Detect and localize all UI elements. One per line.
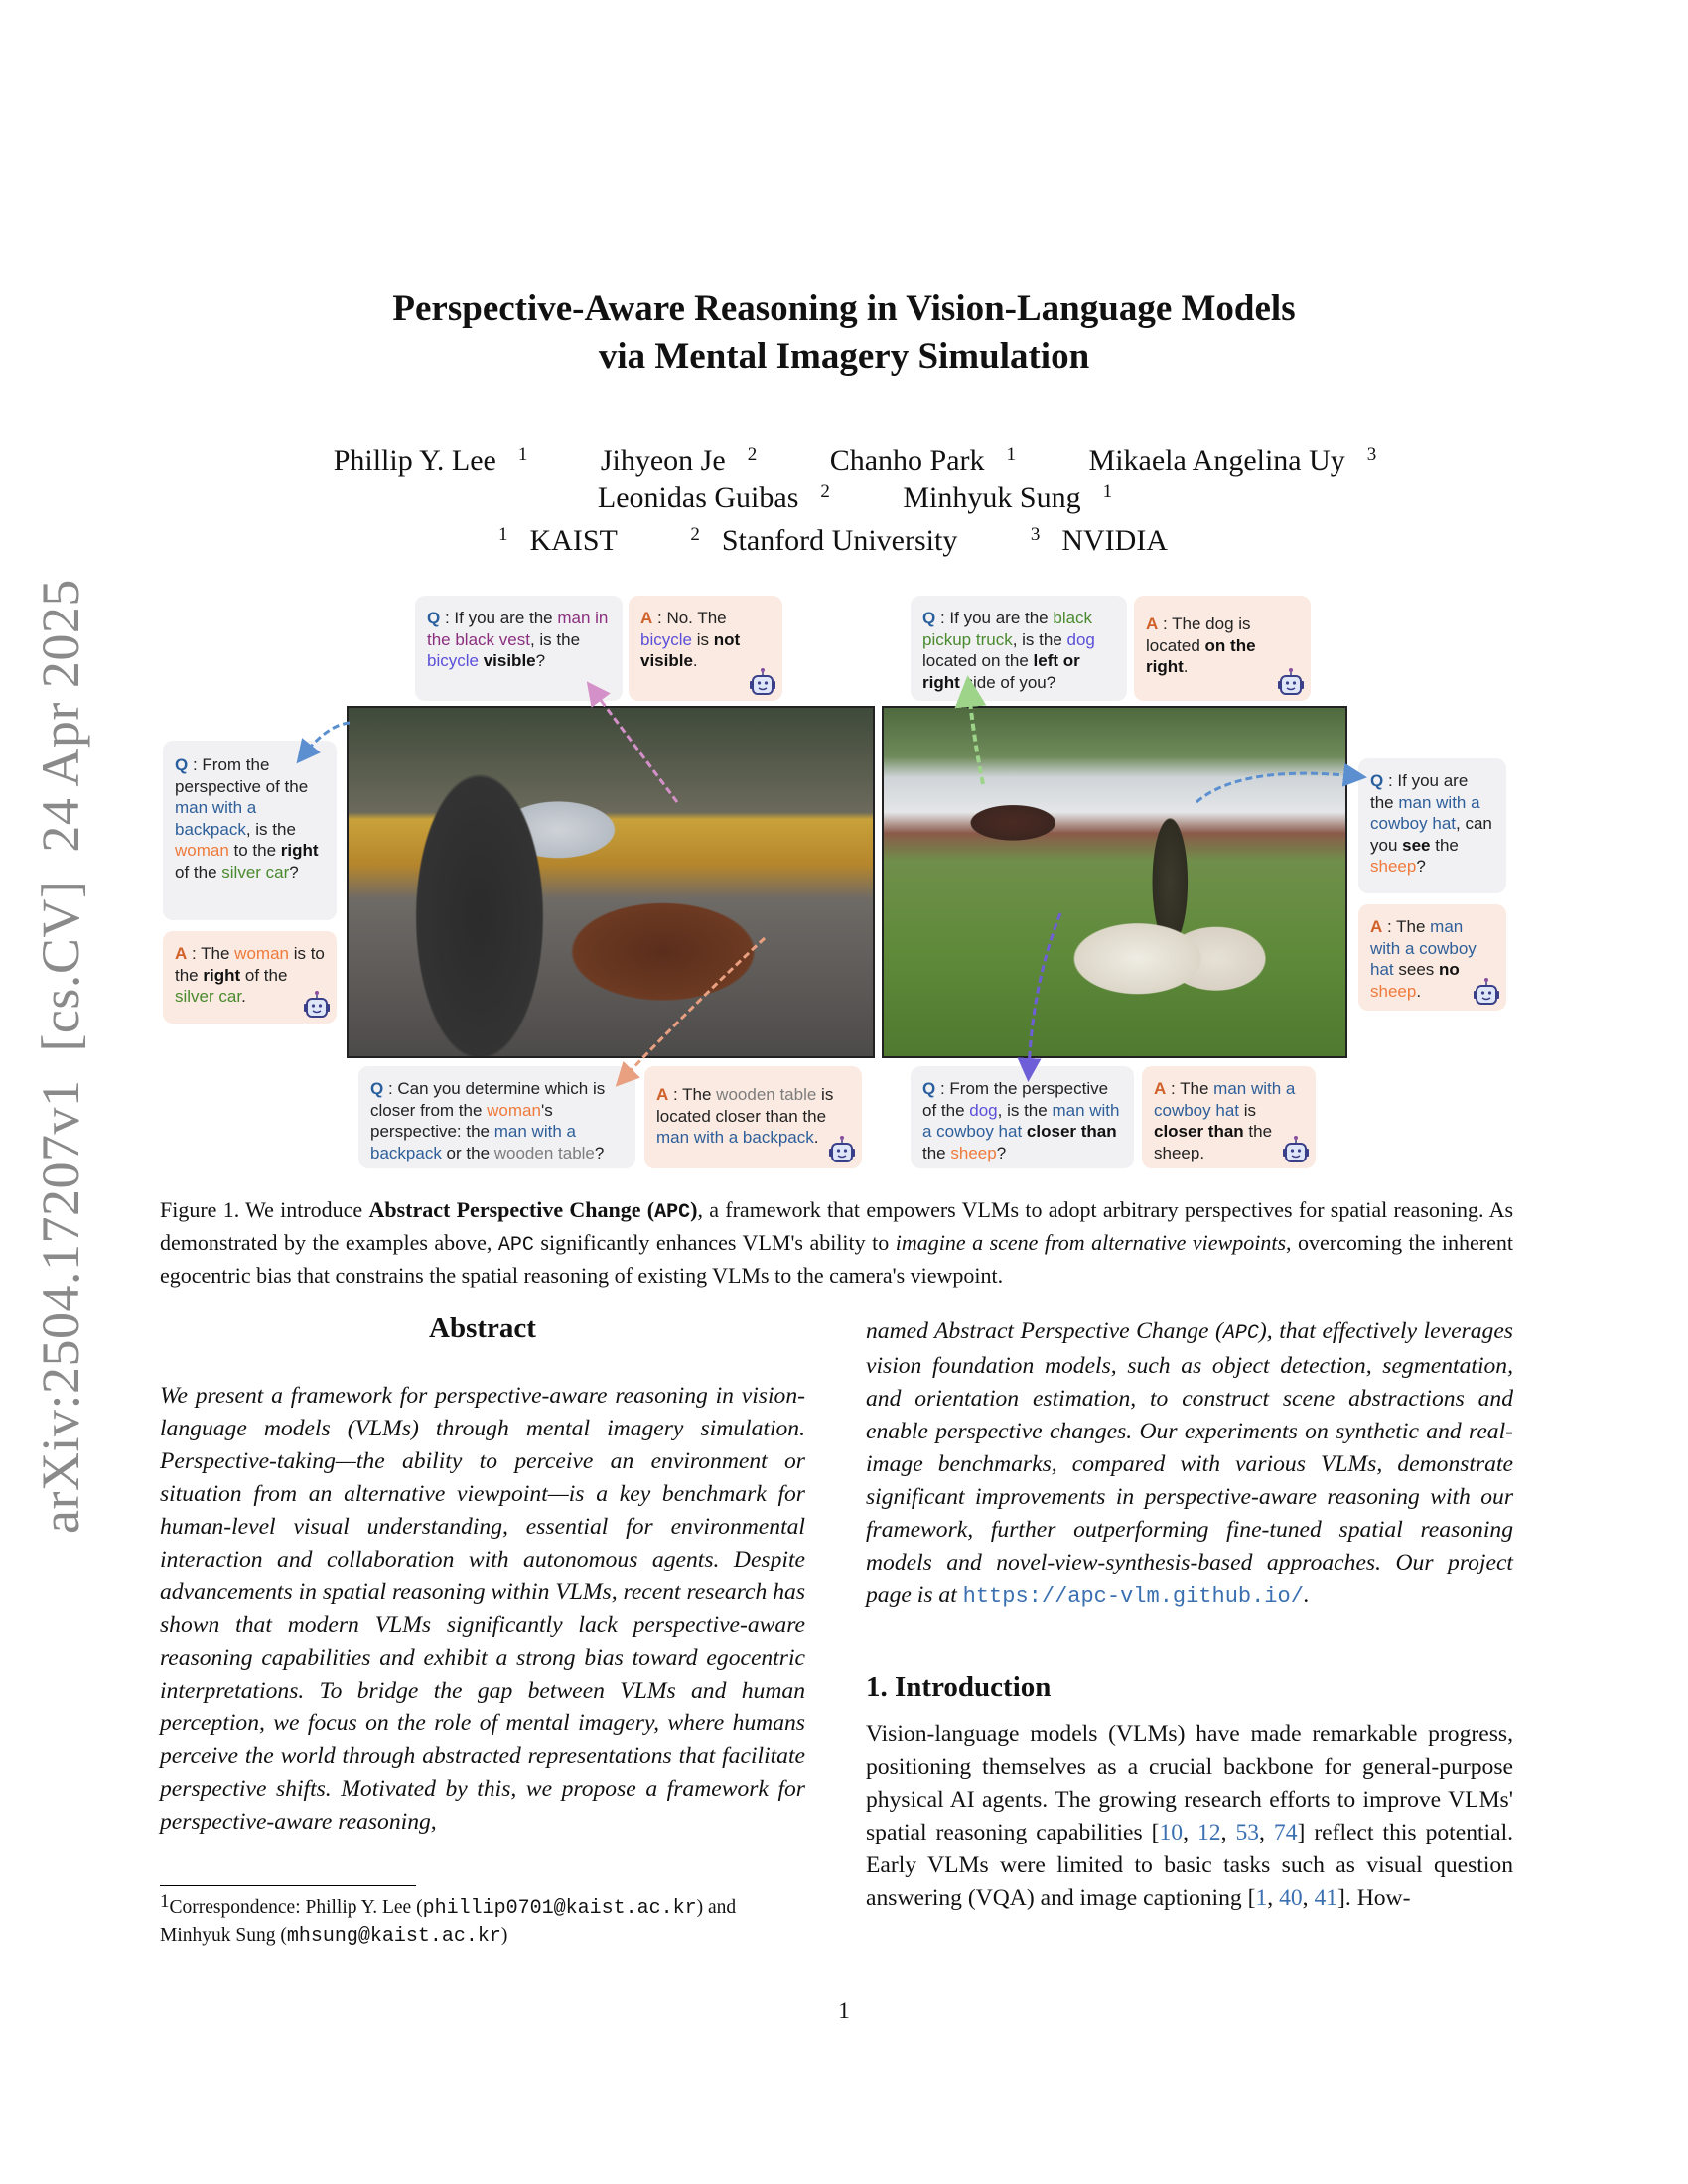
- text-segment: , can you: [1370, 814, 1492, 855]
- text-segment: Q: [427, 609, 441, 627]
- title-line-2: via Mental Imagery Simulation: [598, 337, 1090, 377]
- text-segment: 's perspective: the: [370, 1100, 553, 1141]
- text-segment: ): [690, 1197, 698, 1222]
- text-segment: wooden table: [493, 1143, 595, 1162]
- text-segment: closer than: [1154, 1122, 1244, 1141]
- abstract-text-right: [866, 1315, 1513, 1613]
- text-segment: phillip0701@kaist.ac.kr: [422, 1897, 697, 1920]
- text-segment: ?: [594, 1143, 605, 1162]
- arrow-pink-top: [594, 691, 677, 802]
- link[interactable]: 10: [1159, 1820, 1184, 1845]
- abstract-heading: Abstract: [429, 1312, 536, 1344]
- text-segment: , is the: [997, 1100, 1053, 1120]
- text-segment: right: [280, 841, 319, 860]
- text-segment: We present a framework for perspective-aware reasoning in vision-language models (VLMs) through mental imagery simulation. Perspective-taking—the ability to perceive an environment or situation from an alternative viewpoint—is a key benchmark for human-level visual understanding, essential for environmental interaction and collaboration with autonomous agents. Despite advancements in spatial reasoning within VLMs, recent research has shown that modern VLMs significantly lack perspective-aware reasoning capabilities and exhibit a strong bias toward egocentric interpretations. To bridge the gap between VLMs and human perception, we focus on the role of mental imagery, where humans perceive the world through abstracted representations that facilitate perspective shifts. Motivated by this, we propose a framework for perspective-aware reasoning,: [160, 1383, 805, 1835]
- text-segment: left or right: [922, 651, 1080, 692]
- text-segment: man with a cowboy hat: [1154, 1079, 1296, 1120]
- text-segment: the: [922, 1143, 951, 1162]
- author: Minhyuk Sung $^1$: [903, 481, 1113, 514]
- text-segment: Q: [1370, 771, 1384, 790]
- text-segment: ) and Minhyuk Sung (: [160, 1897, 737, 1946]
- arrow-blue-right: [1196, 773, 1355, 802]
- link[interactable]: 12: [1196, 1820, 1221, 1845]
- text-segment: A: [656, 1085, 669, 1104]
- text-segment: woman: [234, 944, 289, 963]
- text-segment: sees: [1393, 960, 1439, 979]
- text-segment: .: [1183, 657, 1189, 676]
- text-segment: Q: [370, 1079, 384, 1098]
- text-segment: A: [1154, 1079, 1167, 1098]
- text-segment: side of you?: [959, 672, 1056, 692]
- text-segment: A: [1146, 614, 1159, 633]
- text-segment: .: [692, 651, 698, 670]
- text-segment: APC: [654, 1201, 691, 1224]
- text-segment: ] reflect this potential. Early VLMs were limited to basic tasks such as visual question answering (VQA) and image captioning [: [866, 1820, 1514, 1911]
- text-segment: man with a backpack: [656, 1128, 814, 1147]
- text-segment: the: [1430, 835, 1459, 855]
- text-segment: located on the: [922, 651, 1034, 670]
- text-segment: : The dog is located: [1146, 614, 1251, 655]
- text-segment: man with a backpack: [175, 798, 257, 839]
- text-segment: Q: [175, 755, 189, 774]
- text-segment: bicycle: [640, 629, 692, 649]
- link[interactable]: 41: [1314, 1885, 1338, 1911]
- text-segment: dog: [969, 1100, 998, 1120]
- author: Leonidas Guibas $^2$: [597, 481, 830, 514]
- text-segment: : If you are the: [440, 609, 558, 627]
- text-segment: ), that effectively leverages vision foundation models, such as object detection, segmentation, and orientation estimation, to construct scene abstractions and enable perspective changes. Our experiments on synthetic and real-image benchmarks, compared with various VLMs, demonstrate significant improvements in perspective-aware reasoning with our framework, further outperforming fine-tuned spatial reasoning models and novel-view-synthesis-based approaches. Our project page is at: [866, 1318, 1513, 1608]
- text-segment: ,: [1183, 1820, 1197, 1845]
- text-segment: wooden table: [716, 1085, 817, 1104]
- text-segment: or the: [441, 1143, 494, 1162]
- text-segment: silver car: [175, 987, 242, 1006]
- text-segment: imagine a scene from alternative viewpoints: [895, 1230, 1287, 1255]
- text-segment: no: [1439, 960, 1460, 979]
- text-segment: sheep: [1370, 857, 1417, 876]
- arxiv-sidebar-stamp: arXiv:2504.17207v1 [cs.CV] 24 Apr 2025: [31, 579, 90, 1534]
- text-segment: : If you are the: [1370, 771, 1469, 812]
- text-segment: mhsung@kaist.ac.kr: [286, 1925, 501, 1948]
- text-segment: is to the: [175, 944, 325, 985]
- text-segment: : The: [668, 1085, 717, 1104]
- text-segment: significantly enhances VLM's ability to: [533, 1230, 896, 1255]
- text-segment: : The: [1166, 1079, 1214, 1098]
- text-segment: is: [691, 629, 714, 649]
- footnote-divider: [160, 1885, 416, 1886]
- text-segment: A: [1370, 917, 1383, 936]
- link[interactable]: 53: [1235, 1820, 1260, 1845]
- text-segment: Figure 1. We introduce: [160, 1197, 369, 1222]
- text-segment: to the: [228, 841, 281, 860]
- page-number: 1: [838, 1998, 850, 2023]
- text-segment: man with a cowboy hat: [1370, 792, 1480, 833]
- text-segment: the sheep.: [1154, 1122, 1273, 1162]
- arrow-green-top: [969, 691, 983, 784]
- text-segment: Vision-language models (VLMs) have made remarkable progress, positioning themselves as a crucial backbone for general-purpose physical AI agents. The growing research efforts to improve VLMs' spatial reasoning capabilities [: [866, 1721, 1513, 1845]
- text-segment: ,: [1220, 1820, 1236, 1845]
- text-segment: of the: [240, 965, 288, 985]
- link[interactable]: 1: [1255, 1885, 1268, 1911]
- text-segment: sheep: [950, 1143, 997, 1162]
- author: Mikaela Angelina Uy $^3$: [1088, 444, 1377, 477]
- text-segment: woman: [175, 841, 229, 860]
- text-segment: : From the perspective of the: [175, 755, 309, 796]
- link[interactable]: 40: [1279, 1885, 1303, 1911]
- introduction-text: [866, 1718, 1513, 1915]
- text-segment: : Can you determine which is closer from the: [370, 1079, 606, 1120]
- text-segment: : The: [1382, 917, 1431, 936]
- affiliation: $^2$ Stanford University: [690, 524, 958, 557]
- author: Chanho Park $^1$: [829, 444, 1017, 477]
- text-segment: 1: [160, 1891, 170, 1912]
- text-segment: Q: [922, 609, 936, 627]
- text-segment: man with a cowboy hat: [1370, 917, 1477, 979]
- text-segment: : From the perspective of the: [922, 1079, 1109, 1120]
- author: Jihyeon Je $^2$: [600, 444, 758, 477]
- text-segment: .: [1303, 1582, 1310, 1608]
- text-segment: named Abstract Perspective Change (: [866, 1318, 1223, 1344]
- text-segment: woman: [487, 1100, 541, 1120]
- footnote: [160, 1891, 805, 1950]
- text-segment: ?: [1416, 857, 1426, 876]
- text-segment: , a framework that empowers VLMs to adopt arbitrary perspectives for spatial reasoning. As demonstrated by the examples above,: [160, 1197, 1514, 1255]
- text-segment: silver car: [221, 862, 290, 882]
- text-segment: : If you are the: [935, 609, 1054, 627]
- arrow-purple-bottom: [1029, 913, 1060, 1070]
- text-segment: ]. How-: [1337, 1885, 1411, 1911]
- text-segment: Q: [922, 1079, 936, 1098]
- text-segment: sheep: [1370, 981, 1417, 1001]
- title-line-1: Perspective-Aware Reasoning in Vision-Language Models: [392, 288, 1296, 329]
- affiliation: $^3$ NVIDIA: [1030, 524, 1168, 557]
- text-segment: .: [241, 987, 246, 1006]
- text-segment: .: [1416, 981, 1422, 1001]
- text-segment: ): [500, 1925, 508, 1946]
- text-segment: Abstract Perspective Change (: [368, 1197, 655, 1222]
- text-segment: man in the black vest: [427, 609, 609, 649]
- text-segment: right: [203, 965, 241, 985]
- affiliation: $^1$ KAIST: [498, 524, 618, 557]
- text-segment: not visible: [640, 629, 741, 670]
- text-segment: man with a cowboy hat: [922, 1100, 1120, 1141]
- text-segment: man with a backpack: [370, 1122, 576, 1162]
- arrow-orange-bottom: [624, 938, 765, 1078]
- text-segment: : The: [187, 944, 235, 963]
- text-segment: see: [1402, 835, 1431, 855]
- text-segment: APC: [497, 1234, 534, 1257]
- text-segment: ?: [996, 1143, 1007, 1162]
- text-segment: , is the: [1012, 629, 1067, 649]
- text-segment: on the right: [1146, 635, 1256, 676]
- text-segment: visible: [483, 651, 536, 670]
- text-segment: ,: [1267, 1885, 1280, 1911]
- text-segment: ,: [1259, 1820, 1274, 1845]
- text-segment: black pickup truck: [922, 609, 1093, 649]
- text-segment: ?: [289, 862, 299, 882]
- text-segment: of the: [175, 862, 222, 882]
- text-segment: , is the: [529, 629, 581, 649]
- text-segment: A: [640, 609, 653, 627]
- link[interactable]: https://apc-vlm.github.io/: [962, 1584, 1304, 1609]
- arrow-blue-left: [304, 723, 350, 754]
- text-segment: : No. The: [652, 609, 727, 627]
- text-segment: Correspondence: Phillip Y. Lee (: [169, 1897, 423, 1918]
- abstract-text-left: [160, 1380, 805, 1839]
- text-segment: bicycle: [427, 651, 479, 670]
- figure-caption: [160, 1195, 1513, 1291]
- text-segment: ,: [1302, 1885, 1315, 1911]
- text-segment: is located closer than the: [656, 1085, 834, 1126]
- text-segment: , overcoming the inherent egocentric bias that constrains the spatial reasoning of existing VLMs to the camera's viewpoint.: [160, 1230, 1513, 1288]
- introduction-heading: 1. Introduction: [866, 1671, 1052, 1703]
- text-segment: ?: [535, 651, 546, 670]
- text-segment: is: [1239, 1100, 1256, 1120]
- text-segment: APC: [1222, 1322, 1259, 1345]
- text-segment: .: [813, 1128, 819, 1147]
- text-segment: dog: [1066, 629, 1095, 649]
- text-segment: , is the: [245, 819, 296, 839]
- author: Phillip Y. Lee $^1$: [333, 444, 528, 477]
- text-segment: closer than: [1026, 1122, 1117, 1141]
- text-segment: A: [175, 944, 188, 963]
- link[interactable]: 74: [1273, 1820, 1298, 1845]
